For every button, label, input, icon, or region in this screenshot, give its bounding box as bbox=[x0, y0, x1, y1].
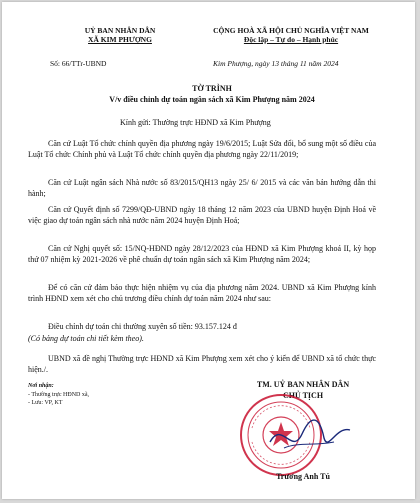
issuer-commune: XÃ KIM PHƯỢNG bbox=[88, 35, 152, 44]
legal-basis-paragraph: Căn cứ Luật ngân sách Nhà nước số 83/2015/QH13 ngày 25/ 6/ 2015 và các văn bản hướng dẫn thi hành; bbox=[28, 178, 376, 198]
issuer-name: UỶ BAN NHÂN DÂN bbox=[84, 26, 156, 35]
signer-position: CHỦ TỊCH bbox=[282, 391, 324, 400]
recipient-item: - Lưu: VP, KT bbox=[28, 400, 63, 406]
legal-basis-paragraph: Căn cứ Luật Tổ chức chính quyền địa phương ngày 19/6/2015; Luật Sửa đổi, bổ sung một số điều của Luật Tổ chức Chính phủ và Luật Tổ chức chính quyền địa phương ngày 22/11/2019; bbox=[28, 139, 376, 159]
signer-name: Trương Anh Tú bbox=[276, 472, 330, 481]
attachment-note: (Có bảng dự toán chi tiết kèm theo). bbox=[28, 334, 144, 343]
national-slogan: Độc lập – Tự do – Hạnh phúc bbox=[243, 35, 339, 44]
document-title: TỜ TRÌNH bbox=[192, 84, 232, 93]
legal-basis-paragraph: Căn cứ Nghị quyết số: 15/NQ-HĐND ngày 28/12/2023 của HĐND xã Kim Phượng khoá II, kỳ họp thứ 07 nhiệm kỳ 2021-2026 về phê chuẩn dự toán ngân sách xã Kim Phượng năm 2024; bbox=[28, 244, 376, 264]
handwritten-signature-icon bbox=[264, 412, 356, 460]
document-page bbox=[2, 2, 415, 499]
recipient-line: Kính gửi: Thường trực HĐND xã Kim Phượng bbox=[120, 118, 271, 127]
national-motto: CỘNG HOÀ XÃ HỘI CHỦ NGHĨA VIỆT NAM bbox=[213, 26, 369, 35]
legal-basis-paragraph: Căn cứ Quyết định số 7299/QĐ-UBND ngày 18 tháng 12 năm 2023 của UBND huyện Định Hoá về việc giao dự toán ngân sách nhà nước năm 2024 huyện Định Hoá; bbox=[28, 205, 376, 225]
recipients-heading: Nơi nhận: bbox=[28, 383, 54, 389]
document-subject: V/v điều chỉnh dự toán ngân sách xã Kim Phượng năm 2024 bbox=[109, 95, 315, 104]
adjustment-amount: Điều chỉnh dự toán chi thường xuyên số tiền: 93.157.124 đ bbox=[48, 322, 237, 331]
proposal-paragraph: Để có căn cứ đảm bảo thực hiện nhiệm vụ của địa phương năm 2024. UBND xã Kim Phượng kính trình HĐND xem xét cho chủ trương điều chỉnh dự toán năm 2024 như sau: bbox=[28, 283, 376, 303]
signer-org: TM. UỶ BAN NHÂN DÂN bbox=[256, 380, 350, 389]
place-date: Kim Phượng, ngày 13 tháng 11 năm 2024 bbox=[213, 59, 339, 68]
recipient-item: - Thường trực HĐND xã, bbox=[28, 392, 90, 398]
document-number: Số: 66/TTr-UBND bbox=[50, 59, 107, 68]
closing-request: UBND xã đề nghị Thường trực HĐND xã Kim Phượng xem xét cho ý kiến để UBND xã tổ chức thực hiện./. bbox=[28, 354, 376, 374]
